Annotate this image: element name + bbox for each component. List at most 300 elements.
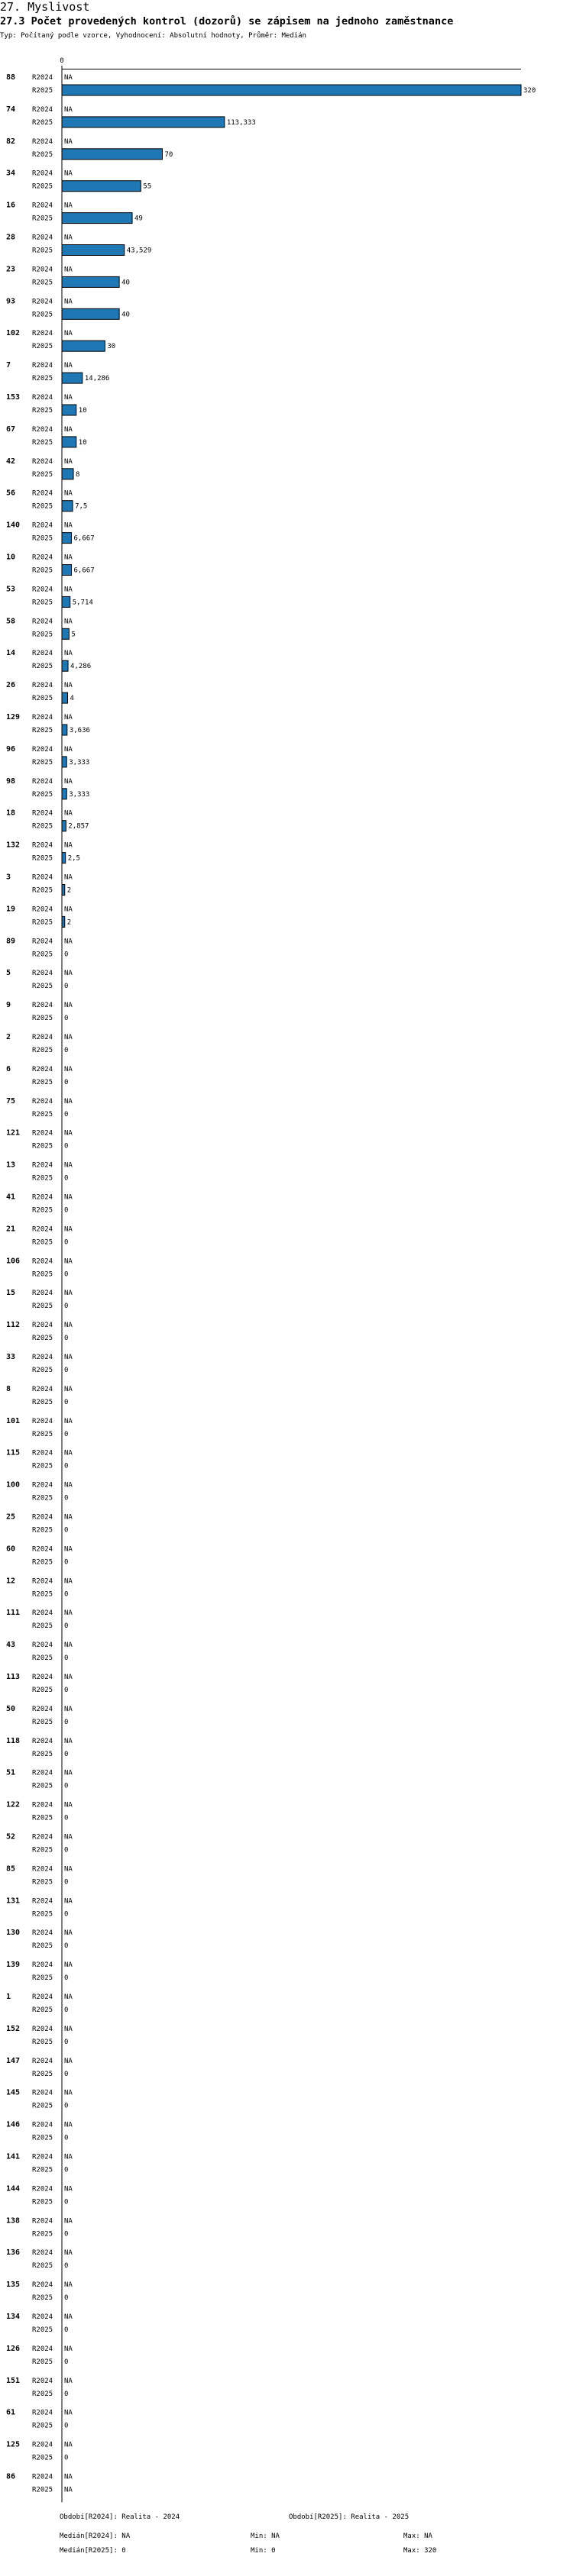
data-label: 0 (64, 1558, 69, 1567)
series-label: R2025 (32, 1462, 53, 1470)
series-label: R2025 (32, 470, 53, 479)
series-label: R2025 (32, 2486, 53, 2494)
series-label: R2024 (32, 2313, 53, 2321)
series-label: R2024 (32, 1961, 53, 1970)
category-label: 130 (6, 1929, 21, 1938)
category-label: 33 (6, 1353, 16, 1361)
series-label: R2025 (32, 343, 53, 351)
category-label: 106 (6, 1257, 21, 1266)
series-label: R2025 (32, 407, 53, 415)
data-label: 55 (143, 182, 152, 191)
category-label: 93 (6, 297, 16, 306)
data-label: NA (64, 2473, 73, 2481)
series-label: R2024 (32, 1417, 53, 1425)
footer-period-2024: Období[R2024]: Realita - 2024 (60, 2513, 180, 2521)
category-label: 102 (6, 329, 21, 338)
data-label: NA (64, 1609, 73, 1618)
category-label: 146 (6, 2120, 21, 2129)
series-label: R2024 (32, 938, 53, 946)
data-label: NA (64, 1002, 73, 1010)
data-label: NA (64, 234, 73, 242)
data-label: 0 (64, 1846, 69, 1855)
bar-r2025 (62, 821, 66, 831)
data-label: NA (64, 2153, 73, 2161)
category-label: 10 (6, 553, 16, 562)
data-label: 10 (78, 407, 87, 415)
series-label: R2025 (32, 182, 53, 191)
series-label: R2025 (32, 2070, 53, 2078)
data-label: NA (64, 618, 73, 626)
series-label: R2025 (32, 2358, 53, 2366)
data-label: 5 (71, 631, 76, 639)
data-label: 2,5 (67, 854, 80, 863)
category-label: 5 (6, 969, 11, 978)
series-label: R2025 (32, 2134, 53, 2142)
series-label: R2025 (32, 2454, 53, 2462)
series-label: R2024 (32, 1385, 53, 1393)
series-label: R2025 (32, 1494, 53, 1503)
category-label: 153 (6, 393, 21, 402)
footer-median-2024: Medián[R2024]: NA (60, 2532, 131, 2540)
bar-r2025 (62, 341, 105, 351)
series-label: R2024 (32, 234, 53, 242)
series-label: R2024 (32, 1929, 53, 1938)
series-label: R2025 (32, 1430, 53, 1438)
series-label: R2025 (32, 951, 53, 959)
series-label: R2024 (32, 1034, 53, 1041)
category-label: 100 (6, 1480, 21, 1490)
series-label: R2025 (32, 854, 53, 863)
data-label: NA (64, 586, 73, 594)
category-label: 152 (6, 2024, 21, 2033)
data-label: NA (64, 1513, 73, 1522)
category-label: 2 (6, 1033, 11, 1041)
series-label: R2025 (32, 375, 53, 383)
category-label: 14 (6, 649, 16, 658)
chart-subtitle: Typ: Počítaný podle vzorce, Vyhodnocení: Absolutní hodnoty, Průměr: Medián (0, 32, 306, 40)
data-label: 0 (64, 1174, 69, 1183)
category-label: 147 (6, 2056, 21, 2065)
series-label: R2025 (32, 2198, 53, 2206)
series-label: R2025 (32, 790, 53, 799)
data-label: 0 (64, 1750, 69, 1758)
category-label: 21 (6, 1225, 16, 1234)
data-label: 0 (64, 983, 69, 991)
data-label: 8 (76, 470, 80, 479)
series-label: R2024 (32, 2409, 53, 2417)
category-label: 141 (6, 2152, 21, 2161)
data-label: NA (64, 1961, 73, 1970)
data-label: NA (64, 554, 73, 562)
data-label: 0 (64, 1110, 69, 1119)
series-label: R2025 (32, 534, 53, 543)
series-label: R2024 (32, 1193, 53, 1202)
category-label: 3 (6, 873, 11, 882)
series-label: R2024 (32, 2217, 53, 2226)
data-label: 43,529 (126, 247, 152, 255)
data-label: 0 (64, 1718, 69, 1726)
category-label: 74 (6, 105, 16, 114)
category-label: 112 (6, 1321, 21, 1330)
data-label: NA (64, 873, 73, 882)
data-label: 49 (134, 215, 143, 223)
series-label: R2024 (32, 586, 53, 594)
data-label: NA (64, 2345, 73, 2353)
data-label: NA (64, 1705, 73, 1713)
data-label: 0 (64, 1782, 69, 1790)
data-label: 0 (64, 2006, 69, 2014)
data-label: NA (64, 137, 73, 146)
data-label: NA (64, 1290, 73, 1298)
data-label: NA (64, 745, 73, 754)
series-label: R2025 (32, 2390, 53, 2398)
series-label: R2024 (32, 105, 53, 114)
series-label: R2024 (32, 362, 53, 370)
data-label: NA (64, 970, 73, 978)
series-label: R2025 (32, 247, 53, 255)
data-label: 0 (64, 2422, 69, 2430)
series-label: R2024 (32, 394, 53, 402)
footer-max-2024: Max: NA (403, 2532, 432, 2540)
series-label: R2025 (32, 150, 53, 159)
series-label: R2024 (32, 2345, 53, 2353)
series-label: R2024 (32, 618, 53, 626)
data-label: 0 (64, 1430, 69, 1438)
data-label: NA (64, 489, 73, 498)
data-label: NA (64, 682, 73, 690)
data-label: NA (64, 2217, 73, 2226)
data-label: 14,286 (84, 375, 110, 383)
bar-r2025 (62, 437, 76, 447)
category-label: 60 (6, 1545, 16, 1554)
category-label: 8 (6, 1384, 11, 1393)
data-label: NA (64, 1993, 73, 2001)
series-label: R2024 (32, 905, 53, 914)
data-label: NA (64, 2409, 73, 2417)
series-label: R2024 (32, 1674, 53, 1681)
series-label: R2025 (32, 663, 53, 671)
series-label: R2025 (32, 758, 53, 767)
data-label: NA (64, 841, 73, 850)
series-label: R2024 (32, 202, 53, 210)
data-label: NA (64, 1417, 73, 1425)
series-label: R2024 (32, 1002, 53, 1010)
series-label: R2025 (32, 502, 53, 511)
data-label: NA (64, 425, 73, 434)
series-label: R2024 (32, 1065, 53, 1073)
data-label: NA (64, 1641, 73, 1650)
series-label: R2024 (32, 137, 53, 146)
series-label: R2025 (32, 2262, 53, 2271)
series-label: R2024 (32, 1225, 53, 1234)
data-label: NA (64, 2057, 73, 2065)
bar-r2025 (62, 596, 70, 607)
data-label: 0 (64, 1910, 69, 1919)
series-label: R2024 (32, 2089, 53, 2097)
series-label: R2025 (32, 87, 53, 95)
data-label: NA (64, 105, 73, 114)
series-label: R2025 (32, 599, 53, 607)
series-label: R2024 (32, 2441, 53, 2449)
footer-min-2024: Min: NA (251, 2532, 280, 2540)
data-label: 0 (64, 2326, 69, 2334)
data-label: NA (64, 1097, 73, 1106)
series-label: R2024 (32, 2025, 53, 2033)
series-label: R2025 (32, 1910, 53, 1919)
series-label: R2025 (32, 1782, 53, 1790)
category-label: 25 (6, 1512, 16, 1522)
bar-r2025 (62, 276, 119, 287)
series-label: R2025 (32, 1942, 53, 1951)
data-label: 0 (64, 1206, 69, 1215)
data-label: NA (64, 202, 73, 210)
series-label: R2024 (32, 1449, 53, 1457)
category-label: 42 (6, 457, 16, 466)
series-label: R2024 (32, 1801, 53, 1809)
data-label: 3,333 (69, 790, 90, 799)
data-label: NA (64, 1769, 73, 1777)
category-label: 132 (6, 841, 21, 850)
series-label: R2024 (32, 714, 53, 721)
bar-r2025 (62, 692, 68, 703)
category-label: 135 (6, 2281, 21, 2290)
series-label: R2025 (32, 2038, 53, 2046)
series-label: R2024 (32, 330, 53, 338)
data-label: 70 (164, 150, 173, 159)
data-label: 10 (78, 438, 87, 447)
data-label: 6,667 (73, 534, 95, 543)
data-label: NA (64, 2441, 73, 2449)
series-label: R2025 (32, 438, 53, 447)
series-label: R2025 (32, 311, 53, 319)
category-label: 52 (6, 1832, 16, 1842)
data-label: 7,5 (75, 502, 88, 511)
bar-r2025 (62, 725, 67, 735)
data-label: 4,286 (70, 663, 92, 671)
series-label: R2024 (32, 1577, 53, 1586)
footer-min-2025: Min: 0 (251, 2547, 276, 2555)
bar-r2025 (62, 757, 66, 767)
category-label: 144 (6, 2184, 21, 2193)
series-label: R2024 (32, 1609, 53, 1618)
series-label: R2024 (32, 1257, 53, 1266)
data-label: NA (64, 714, 73, 721)
data-label: 0 (64, 1526, 69, 1535)
category-label: 58 (6, 617, 16, 626)
series-label: R2025 (32, 1174, 53, 1183)
bar-r2025 (62, 501, 73, 512)
series-label: R2024 (32, 1322, 53, 1330)
series-label: R2025 (32, 1110, 53, 1119)
data-label: NA (64, 1833, 73, 1842)
series-label: R2024 (32, 1354, 53, 1361)
series-label: R2024 (32, 745, 53, 754)
series-label: R2025 (32, 1846, 53, 1855)
series-label: R2024 (32, 266, 53, 274)
data-label: 0 (64, 1687, 69, 1694)
data-label: 0 (64, 1942, 69, 1951)
series-label: R2024 (32, 1161, 53, 1170)
data-label: NA (64, 1545, 73, 1554)
series-label: R2024 (32, 1833, 53, 1842)
series-label: R2024 (32, 841, 53, 850)
series-label: R2025 (32, 727, 53, 734)
category-label: 34 (6, 169, 16, 178)
bar-r2025 (62, 373, 83, 383)
data-label: 0 (64, 1974, 69, 1983)
data-label: NA (64, 521, 73, 530)
category-label: 26 (6, 681, 16, 690)
category-label: 96 (6, 744, 16, 754)
series-label: R2024 (32, 1865, 53, 1874)
data-label: NA (64, 1737, 73, 1745)
series-label: R2025 (32, 1047, 53, 1054)
data-label: 0 (64, 2134, 69, 2142)
data-label: 0 (64, 2038, 69, 2046)
category-label: 7 (6, 361, 11, 370)
data-label: 5,714 (72, 599, 93, 607)
category-label: 113 (6, 1673, 21, 1681)
series-label: R2024 (32, 1481, 53, 1490)
data-label: NA (64, 1161, 73, 1170)
data-label: NA (64, 1065, 73, 1073)
data-label: 0 (64, 2070, 69, 2078)
axis-tick-label: 0 (60, 57, 64, 65)
series-label: R2025 (32, 279, 53, 287)
series-label: R2024 (32, 809, 53, 818)
data-label: NA (64, 1577, 73, 1586)
series-label: R2025 (32, 2166, 53, 2174)
data-label: NA (64, 457, 73, 466)
series-label: R2025 (32, 1015, 53, 1023)
data-label: NA (64, 1354, 73, 1361)
data-label: 0 (64, 1238, 69, 1247)
data-label: 113,333 (226, 118, 256, 127)
series-label: R2024 (32, 970, 53, 978)
category-label: 131 (6, 1896, 21, 1906)
data-label: NA (64, 266, 73, 274)
data-label: 0 (64, 2102, 69, 2110)
data-label: NA (64, 2281, 73, 2290)
category-label: 134 (6, 2313, 21, 2321)
series-label: R2024 (32, 873, 53, 882)
series-label: R2025 (32, 118, 53, 127)
series-label: R2025 (32, 1654, 53, 1663)
series-label: R2024 (32, 298, 53, 306)
category-label: 111 (6, 1609, 21, 1618)
bar-r2025 (62, 181, 141, 192)
bar-r2025 (62, 628, 69, 639)
data-label: 0 (64, 2358, 69, 2366)
series-label: R2024 (32, 1097, 53, 1106)
data-label: NA (64, 2089, 73, 2097)
series-label: R2025 (32, 1206, 53, 1215)
bar-r2025 (62, 885, 65, 896)
bar-r2025 (62, 85, 521, 95)
data-label: 0 (64, 2262, 69, 2271)
bar-r2025 (62, 565, 72, 576)
category-label: 75 (6, 1096, 16, 1106)
series-label: R2024 (32, 2057, 53, 2065)
series-label: R2024 (32, 1737, 53, 1745)
category-label: 43 (6, 1641, 16, 1650)
category-label: 140 (6, 521, 21, 530)
series-label: R2025 (32, 983, 53, 991)
data-label: 0 (64, 2390, 69, 2398)
data-label: 0 (64, 1654, 69, 1663)
data-label: 0 (64, 1303, 69, 1311)
category-label: 67 (6, 424, 16, 434)
data-label: 0 (64, 2230, 69, 2239)
data-label: 2 (66, 886, 72, 895)
data-label: 0 (64, 1078, 69, 1086)
data-label: NA (64, 1801, 73, 1809)
category-label: 1 (6, 1993, 11, 2001)
category-label: 101 (6, 1416, 21, 1425)
data-label: NA (64, 362, 73, 370)
data-label: NA (64, 298, 73, 306)
series-label: R2024 (32, 489, 53, 498)
category-label: 136 (6, 2248, 21, 2258)
data-label: NA (64, 330, 73, 338)
series-label: R2024 (32, 2377, 53, 2385)
series-label: R2025 (32, 1270, 53, 1279)
bar-r2025 (62, 405, 76, 415)
data-label: NA (64, 1225, 73, 1234)
data-label: NA (64, 2313, 73, 2321)
bar-r2025 (62, 789, 66, 799)
series-label: R2025 (32, 567, 53, 575)
data-label: 0 (64, 1142, 69, 1151)
data-label: 0 (64, 1814, 69, 1822)
series-label: R2024 (32, 457, 53, 466)
category-label: 139 (6, 1961, 21, 1970)
footer-median-2025: Medián[R2025]: 0 (60, 2547, 126, 2555)
data-label: 0 (64, 1590, 69, 1599)
category-label: 50 (6, 1704, 16, 1713)
category-label: 6 (6, 1064, 11, 1073)
data-label: 0 (64, 1367, 69, 1374)
category-label: 89 (6, 937, 16, 946)
series-label: R2024 (32, 2153, 53, 2161)
series-label: R2025 (32, 1335, 53, 1343)
series-label: R2025 (32, 1142, 53, 1151)
data-label: NA (64, 1385, 73, 1393)
series-label: R2024 (32, 2281, 53, 2290)
data-label: NA (64, 169, 73, 178)
category-label: 115 (6, 1448, 21, 1457)
bar-r2025 (62, 469, 73, 479)
data-label: NA (64, 1481, 73, 1490)
series-label: R2024 (32, 682, 53, 690)
series-label: R2025 (32, 918, 53, 927)
category-label: 145 (6, 2088, 21, 2097)
data-label: 0 (64, 1494, 69, 1503)
series-label: R2024 (32, 1290, 53, 1298)
data-label: NA (64, 650, 73, 658)
data-label: NA (64, 777, 73, 786)
data-label: 0 (64, 1878, 69, 1887)
series-label: R2024 (32, 1545, 53, 1554)
series-label: R2025 (32, 1814, 53, 1822)
data-label: 0 (64, 1622, 69, 1631)
series-label: R2025 (32, 1367, 53, 1374)
series-label: R2025 (32, 1398, 53, 1406)
data-label: 30 (107, 343, 116, 351)
data-label: 2 (66, 918, 72, 927)
series-label: R2025 (32, 1526, 53, 1535)
series-label: R2024 (32, 1129, 53, 1138)
